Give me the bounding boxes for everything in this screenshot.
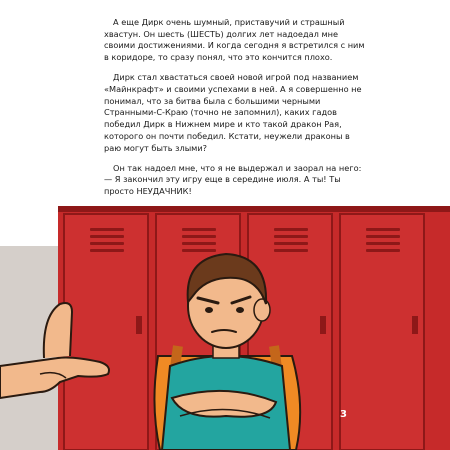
locker-scene-illustration <box>0 206 450 450</box>
paragraph-1: А еще Дирк очень шумный, приставучий и страшный хвастун. Он шесть (ШЕСТЬ) долгих лет надоедал мне своими достижениями. И когда сегодня я встретился с ним в коридоре, то сразу понял, что это кончится плохо. <box>104 17 365 63</box>
story-text <box>104 17 366 206</box>
paragraph-2: Дирк стал хвастаться своей новой игрой под названием «Майнкрафт» и своими успехами в ней. А я совершенно не понимал, что за битва была с большими черными Странными-С-Краю (точно не запомнил), каких гадов победил Дирк в Нижнем мире и кто такой дракон Рая, которого он почти победил. Кстати, неужели драконы в раю могут быть злыми? <box>104 72 362 153</box>
illustration-svg <box>0 206 450 450</box>
page-number: 3 <box>340 409 347 420</box>
paragraph-3: Он так надоел мне, что я не выдержал и заорал на него: — Я закончил эту игру еще в середине июля. А ты! Ты просто НЕУДАЧНИК! <box>104 162 362 197</box>
